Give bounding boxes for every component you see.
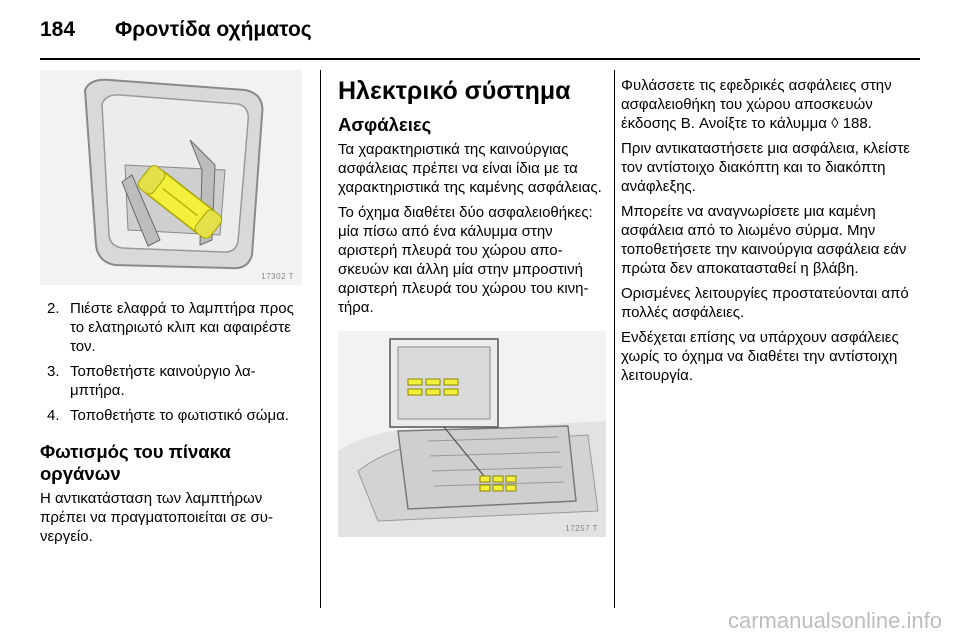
fuse-info-paragraph: Ενδέχεται επίσης να υπάρχουν ασφάλειες χωρίς το όχημα να διαθέτει την αντίστοιχη λειτουργία. <box>621 329 899 384</box>
step-number: 4. <box>47 407 60 424</box>
instrument-panel-text: Η αντικατάσταση των λαμπτήρων πρέπει να πραγματοποιείται σε συνεργείο. <box>40 490 273 545</box>
lamp-illustration <box>40 70 302 285</box>
fuse-info-paragraph: Πριν αντικαταστήσετε μια ασφάλεια, κλείστε τον αντίστοιχο διακόπτη και το διακόπτη ανάφλεξης. <box>621 140 910 195</box>
fuse-paragraph: Το όχημα διαθέτει δύο ασφαλειοθήκες: μία πίσω από ένα κάλυμμα στην αριστερή πλευρά του χώρου αποσκευών και άλλη μία στην μπροστινή αριστερή πλευρά του χώρου του κινητήρα. <box>338 204 593 316</box>
watermark: carmanualsonline.info <box>727 608 942 633</box>
step-number: 3. <box>47 363 60 380</box>
fusebox-illustration <box>338 331 606 537</box>
left-column <box>40 70 302 552</box>
fuse-info-paragraph: Μπορείτε να αναγνωρίσετε μια καμένη ασφάλεια από το λιωμένο σύρμα. Μην τοποθετήσετε την καινούργια ασφάλεια εάν πρώτα δεν αποκατασταθεί η βλάβη. <box>621 203 907 277</box>
page-title: Φροντίδα οχήματος <box>115 18 312 41</box>
figure-code: 17302 T <box>261 272 294 281</box>
page-number: 184 <box>40 18 76 41</box>
fuse-info-paragraph: Φυλάσσετε τις εφεδρικές ασφάλειες στην ασφαλειοθήκη του χώρου αποσκευών έκδοσης B. Ανοίξτε το κάλυμμα ◊ 188. <box>621 77 892 132</box>
page-header <box>40 14 920 46</box>
lamp-figure <box>40 70 302 285</box>
step-item <box>40 362 302 400</box>
right-column <box>621 76 911 391</box>
fuse-paragraph: Τα χαρακτηριστικά της καινούργιας ασφάλειας πρέπει να είναι ίδια με τα χαρακτηριστικά της καμένης ασφάλειας. <box>338 141 602 196</box>
fusebox-figure <box>338 331 606 537</box>
fuse-info-paragraph: Ορισμένες λειτουργίες προστατεύονται από πολλές ασφάλειες. <box>621 285 909 321</box>
instrument-panel-heading: Φωτισμός του πίνακα οργάνων <box>40 441 231 484</box>
step-text: Πιέστε ελαφρά το λαμπτήρα προς το ελατηριωτό κλιπ και αφαιρέστε τον. <box>70 300 294 355</box>
step-number: 2. <box>47 300 60 317</box>
step-text: Τοποθετήστε το φωτιστικό σώμα. <box>70 407 289 424</box>
step-text: Τοποθετήστε καινούργιο λαμπτήρα. <box>70 363 256 399</box>
section-title: Ηλεκτρικό σύστημα <box>338 77 571 105</box>
header-rule <box>40 58 920 60</box>
fuses-heading: Ασφάλειες <box>338 114 432 135</box>
figure-code: 17257 T <box>565 524 598 533</box>
column-divider <box>614 70 615 608</box>
middle-column <box>338 70 606 537</box>
step-item <box>40 406 302 425</box>
step-item <box>40 299 302 356</box>
column-divider <box>320 70 321 608</box>
